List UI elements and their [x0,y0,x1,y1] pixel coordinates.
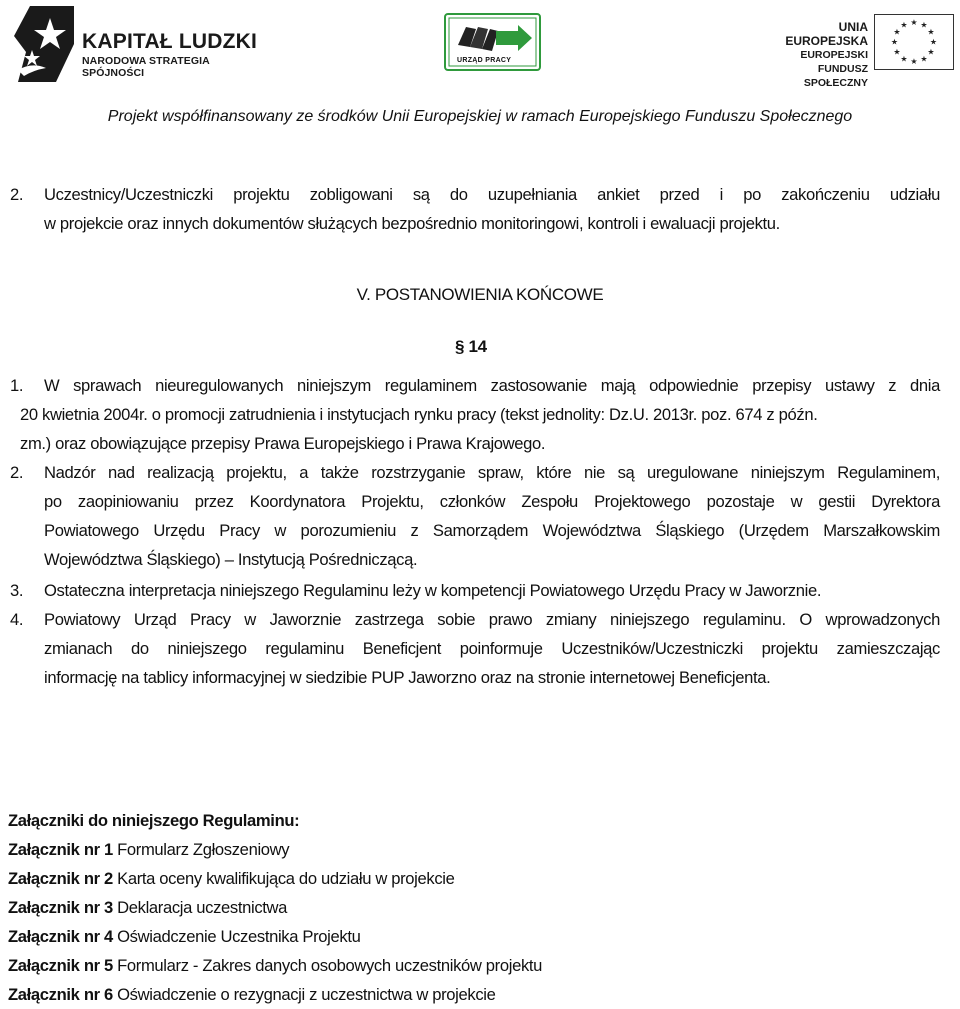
attachment-label: Załącznik nr 5 [8,956,113,975]
svg-text:★: ★ [910,57,918,66]
attachments-heading [8,811,299,831]
attachment-label: Załącznik nr 3 [8,898,113,917]
regulation-item-4 [0,605,960,695]
item-3-number: 3. [10,581,24,600]
item-1-line-2: 20 kwietnia 2004r. o promocji zatrudnienia i instytucjach rynku pracy (tekst jednolity: Dz.U. 2013r. poz. 674 z późn. [20,405,818,424]
attachments-heading-text: Załączniki do niniejszego Regulaminu: [8,811,300,830]
kapital-ludzki-logo [12,4,262,82]
svg-text:★: ★ [900,54,908,64]
svg-text:★: ★ [910,18,918,27]
item-3-line-1-wrap [44,576,940,605]
attachment-text: Formularz Zgłoszeniowy [112,840,290,859]
item-1-line-3: zm.) oraz obowiązujące przepisy Prawa Europejskiego i Prawa Krajowego. [20,434,546,453]
regulation-item-1 [0,371,960,461]
item-4-line-3-wrap [44,663,940,692]
svg-text:★: ★ [920,54,928,64]
attachment-item [8,956,542,976]
intro-item-text-2 [44,209,940,238]
attachment-item [8,985,496,1005]
svg-text:★: ★ [893,27,901,37]
item-2-line-1-wrap [44,458,940,487]
kapital-ludzki-title: KAPITAŁ LUDZKI [82,30,258,53]
svg-text:★: ★ [920,20,928,30]
item-2-line-3: Powiatowego Urzędu Pracy w porozumieniu z Samorządem Województwa Śląskiego (Urzędem Marszałkowskim [44,521,940,540]
eu-line-1: UNIA EUROPEJSKA [785,20,868,48]
item-2-line-4-wrap [44,545,940,574]
section-title: V. POSTANOWIENIA KOŃCOWE [356,285,604,304]
item-1-line-1-wrap [44,371,940,400]
attachment-label: Załącznik nr 2 [8,869,113,888]
eu-flag-icon [874,14,954,70]
page-header [0,0,960,140]
eu-text [760,20,868,90]
attachment-text: Oświadczenie Uczestnika Projektu [112,927,361,946]
eu-logo [760,12,956,89]
attachment-text: Karta oceny kwalifikująca do udziału w projekcie [112,869,455,888]
attachment-item [8,869,455,889]
intro-item-text [44,180,940,209]
paragraph-sign: § 14 [455,337,487,356]
item-1-line-2-wrap [20,400,940,429]
attachment-item [8,840,289,860]
attachment-label: Załącznik nr 6 [8,985,113,1004]
svg-text:★: ★ [893,47,901,57]
item-4-line-1-wrap [44,605,940,634]
regulation-item-2 [0,458,960,578]
item-4-number: 4. [10,610,24,629]
item-2-line-2-wrap [44,487,940,516]
kapital-ludzki-star-icon [12,4,78,82]
kapital-ludzki-subtitle: NARODOWA STRATEGIA SPÓJNOŚCI [82,55,210,79]
item-2-line-4: Województwa Śląskiego) – Instytucją Pośredniczącą. [44,550,418,569]
urzad-pracy-label: URZĄD PRACY [457,57,512,64]
eu-line-3: FUNDUSZ SPOŁECZNY [803,63,868,89]
attachment-item [8,898,287,918]
intro-item [0,180,960,240]
svg-text:★: ★ [927,27,935,37]
urzad-pracy-logo [444,13,541,71]
svg-text:★: ★ [929,37,938,47]
attachment-label: Załącznik nr 4 [8,927,113,946]
attachment-text: Formularz - Zakres danych osobowych uczestników projektu [112,956,543,975]
intro-item-number: 2. [10,185,24,204]
svg-text:★: ★ [927,47,935,57]
attachment-text: Oświadczenie o rezygnacji z uczestnictwa w projekcie [112,985,496,1004]
attachment-text: Deklaracja uczestnictwa [112,898,288,917]
item-2-number: 2. [10,463,24,482]
item-1-number: 1. [10,376,24,395]
item-2-line-3-wrap [44,516,940,545]
svg-text:★: ★ [890,37,899,47]
item-4-line-2-wrap [44,634,940,663]
item-4-line-2: zmianach do niniejszego regulaminu Beneficjent poinformuje Uczestników/Uczestniczki projektu zamieszczając [44,639,940,658]
attachment-label: Załącznik nr 1 [8,840,113,859]
item-1-line-3-wrap [20,429,940,458]
intro-line-2: w projekcie oraz innych dokumentów służących bezpośrednio monitoringowi, kontroli i ewaluacji projektu. [44,214,780,233]
item-2-line-2: po zaopiniowaniu przez Koordynatora Projektu, członków Zespołu Projektowego pozostaje w gestii Dyrektora [44,492,940,511]
attachment-item [8,927,360,947]
item-4-line-1: Powiatowy Urząd Pracy w Jaworznie zastrzega sobie prawo zmiany niniejszego regulaminu. O wprowadzonych [44,610,940,629]
regulation-item-3 [0,576,960,606]
item-1-line-1: W sprawach nieuregulowanych niniejszym regulaminem zastosowanie mają odpowiednie przepisy ustawy z dnia [44,376,940,395]
item-4-line-3: informację na tablicy informacyjnej w siedzibie PUP Jaworzno oraz na stronie internetowej Beneficjenta. [44,668,771,687]
funding-tagline: Projekt współfinansowany ze środków Unii Europejskiej w ramach Europejskiego Funduszu Społecznego [107,108,853,125]
item-2-line-1: Nadzór nad realizacją projektu, a także rozstrzyganie spraw, które nie są uregulowane niniejszym Regulaminem, [44,463,940,482]
intro-line-1: Uczestnicy/Uczestniczki projektu zobligowani są do uzupełniania ankiet przed i po zakończeniu udziału [44,185,940,204]
item-3-line-1: Ostateczna interpretacja niniejszego Regulaminu leży w kompetencji Powiatowego Urzędu Pracy w Jaworznie. [44,581,822,600]
svg-text:★: ★ [900,20,908,30]
eu-line-2: EUROPEJSKI [800,49,868,61]
